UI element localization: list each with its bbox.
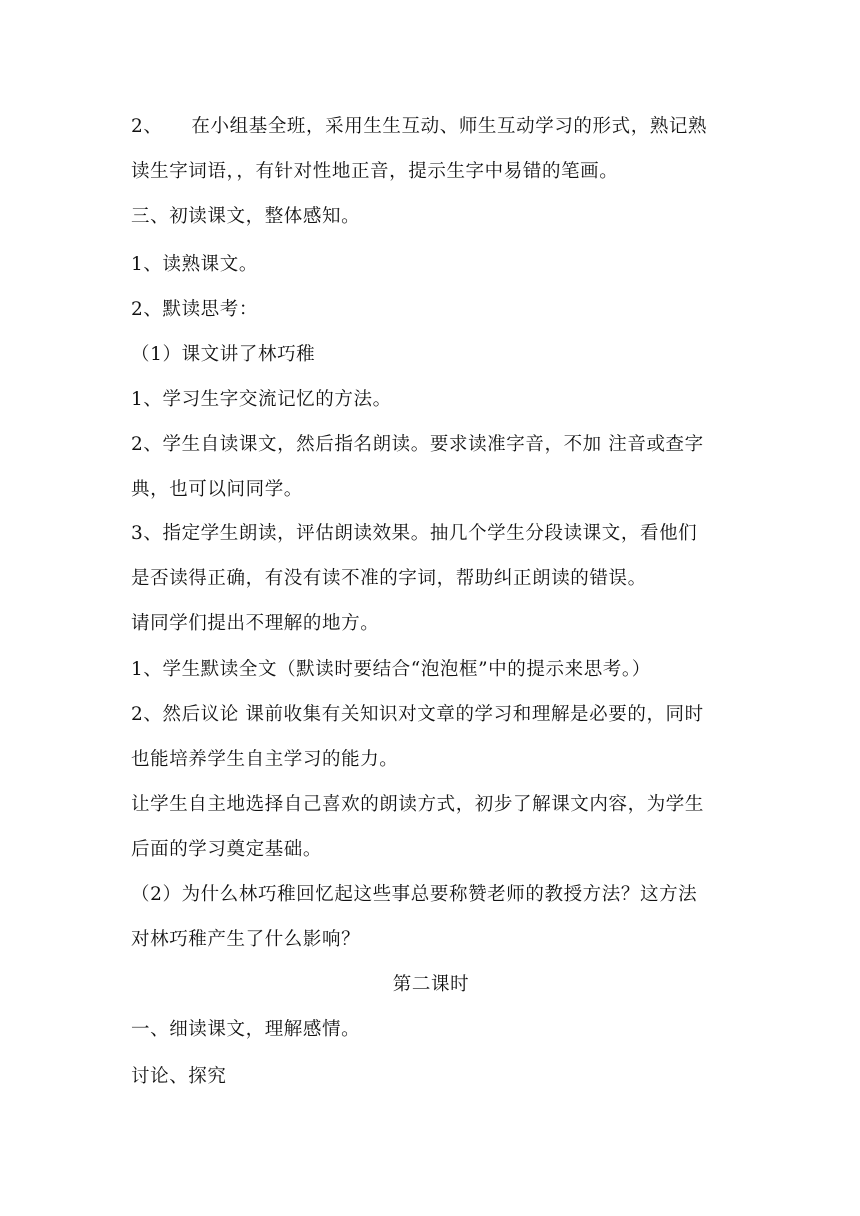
paragraph-line: 1、学习生字交流记忆的方法。 [131,389,392,410]
paragraph-line: 1、学生默读全文（默读时要结合“泡泡框”中的提示来思考。） [131,659,651,680]
paragraph-line: 后面的学习奠定基础。 [131,839,323,860]
paragraph-line: 2、然后议论 课前收集有关知识对文章的学习和理解是必要的，同时 [131,704,704,725]
paragraph-line: 让学生自主地选择自己喜欢的朗读方式，初步了解课文内容，为学生 [131,794,705,815]
paragraph-line: 2、 在小组基全班，采用生生互动、师生互动学习的形式，熟记熟 [131,116,708,137]
paragraph-line: 2、默读思考： [131,299,258,320]
paragraph-line: 读生字词语，，有针对性地正音，提示生字中易错的笔画。 [131,161,619,182]
paragraph-line: 是否读得正确，有没有读不准的字词，帮助纠正朗读的错误。 [131,568,647,589]
paragraph-line: （2）为什么林巧稚回忆起这些事总要称赞老师的教授方法？这方法 [131,884,698,905]
paragraph-line: 典，也可以问同学。 [131,479,303,500]
paragraph-line: 也能培养学生自主学习的能力。 [131,749,399,770]
section-heading: 一、细读课文，理解感情。 [131,1019,361,1040]
paragraph-line: 2、学生自读课文，然后指名朗读。要求读准字音，不加 注音或查字 [131,434,704,455]
paragraph-line: （1）课文讲了林巧稚 [131,344,316,365]
paragraph-line: 讨论、探究 [131,1066,227,1087]
paragraph-line: 请同学们提出不理解的地方。 [131,613,380,634]
paragraph-line: 1、读熟课文。 [131,254,258,275]
paragraph-line: 对林巧稚产生了什么影响？ [131,929,361,950]
lesson-heading: 第二课时 [392,974,470,995]
section-heading: 三、初读课文，整体感知。 [131,206,361,227]
paragraph-line: 3、指定学生朗读，评估朗读效果。抽几个学生分段读课文，看他们 [131,523,698,544]
